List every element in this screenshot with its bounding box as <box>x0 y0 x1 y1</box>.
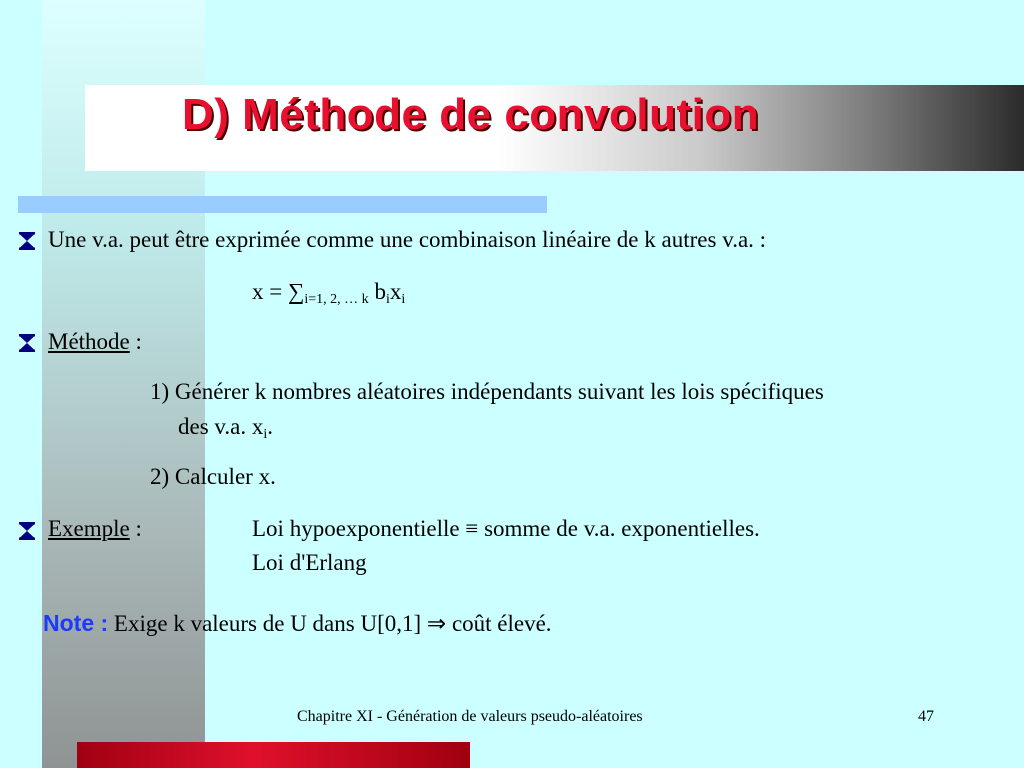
hourglass-bullet-icon <box>18 232 36 250</box>
example-line-1-pre: Loi hypoexponentielle <box>252 516 466 541</box>
step-1-subscript: i <box>263 427 268 442</box>
b-subscript: i <box>385 292 390 307</box>
exemple-colon: : <box>129 516 142 541</box>
convolution-formula <box>252 278 405 306</box>
note-text-pre: Exige k valeurs de U dans U[0,1] <box>108 611 427 636</box>
note-line <box>43 609 552 638</box>
sigma-symbol: ∑ <box>287 279 305 304</box>
bullet-exemple <box>48 515 142 543</box>
methode-label: Méthode <box>48 329 130 354</box>
formula-lhs: x = <box>252 279 288 304</box>
example-line-1 <box>252 515 760 543</box>
example-line-2: Loi d'Erlang <box>252 550 367 575</box>
step-1-line-1: 1) Générer k nombres aléatoires indépendants suivant les lois spécifiques <box>150 379 824 404</box>
footer-page-number: 47 <box>918 708 934 725</box>
step-1-line-2-text: des v.a. x <box>178 414 264 439</box>
bullet-methode <box>48 328 142 356</box>
note-text-post: coût élevé. <box>446 611 552 636</box>
hourglass-bullet-icon <box>18 522 36 540</box>
bottom-red-bar <box>77 742 470 768</box>
footer-chapter: Chapitre XI - Génération de valeurs pseudo-aléatoires <box>297 708 643 725</box>
formula-x: x <box>389 279 402 304</box>
formula-b: b <box>368 279 386 304</box>
hourglass-bullet-icon <box>18 334 36 352</box>
sum-index: i=1, 2, … k <box>304 292 369 307</box>
step-1-line-2 <box>178 413 273 441</box>
methode-colon: : <box>129 329 142 354</box>
equivalence-symbol: ≡ <box>465 516 479 541</box>
slide-title: D) Méthode de convolution <box>182 90 760 139</box>
step-1-period: . <box>267 414 274 439</box>
title-underline-rule <box>18 196 547 213</box>
step-2: 2) Calculer x. <box>150 464 276 489</box>
bullet-text-combination: Une v.a. peut être exprimée comme une combinaison linéaire de k autres v.a. : <box>48 227 767 252</box>
exemple-label: Exemple <box>48 516 130 541</box>
x-subscript: i <box>401 292 406 307</box>
note-label: Note : <box>43 610 109 636</box>
example-line-1-post: somme de v.a. exponentielles. <box>478 516 760 541</box>
implies-arrow: ⇒ <box>426 611 447 636</box>
